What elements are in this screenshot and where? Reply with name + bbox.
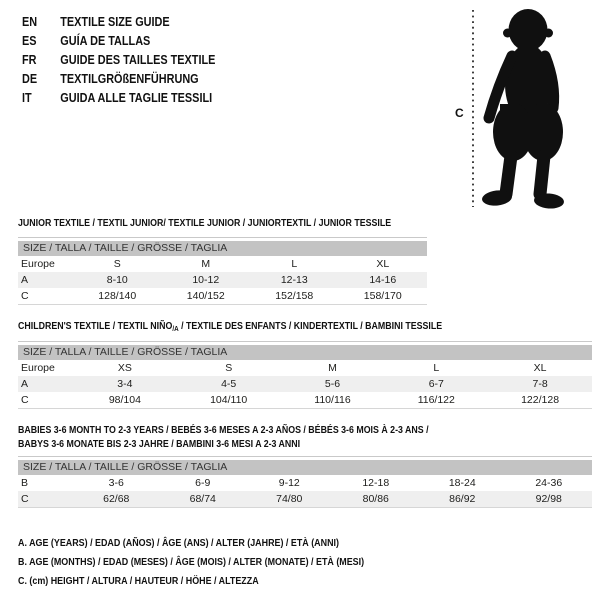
row-label: A bbox=[21, 274, 29, 286]
height-label-c: C bbox=[455, 106, 464, 120]
language-row bbox=[22, 51, 215, 70]
size-cell: 158/170 bbox=[363, 290, 402, 302]
footnote-height: C. (cm) HEIGHT / ALTURA / HAUTEUR / HÖHE / ALTEZZA bbox=[18, 575, 259, 587]
baby-silhouette-icon bbox=[481, 9, 564, 210]
language-row bbox=[22, 13, 215, 32]
size-cell: 68/74 bbox=[189, 493, 216, 505]
size-header: SIZE / TALLA / TAILLE / GRÖSSE / TAGLIA bbox=[18, 345, 592, 360]
size-cell: 14-16 bbox=[369, 274, 397, 286]
language-code: FR bbox=[22, 53, 37, 67]
size-cell: 4-5 bbox=[221, 378, 237, 390]
size-cell: 9-12 bbox=[278, 477, 300, 489]
table-row bbox=[18, 256, 427, 272]
size-cell: S bbox=[113, 258, 121, 270]
children-title-post: / TEXTILE DES ENFANTS / KINDERTEXTIL / BAMBINI TESSILE bbox=[178, 320, 443, 332]
size-cell: 12-18 bbox=[362, 477, 390, 489]
size-cell: 92/98 bbox=[535, 493, 562, 505]
language-row bbox=[22, 70, 215, 89]
row-label: C bbox=[21, 493, 29, 505]
babies-title-line-2: BABYS 3-6 MONATE BIS 2-3 JAHRE / BAMBINI 3-6 MESI A 2-3 ANNI bbox=[18, 438, 301, 450]
row-label: C bbox=[21, 394, 29, 406]
row-label: B bbox=[21, 477, 29, 489]
size-cell: 98/104 bbox=[108, 394, 141, 406]
table-row bbox=[18, 376, 592, 392]
size-cell: 18-24 bbox=[448, 477, 476, 489]
size-cell: 128/140 bbox=[98, 290, 137, 302]
language-row bbox=[22, 89, 215, 108]
language-list bbox=[22, 13, 244, 108]
size-cell: 80/86 bbox=[362, 493, 389, 505]
language-label: GUÍA DE TALLAS bbox=[60, 34, 151, 48]
table-row bbox=[18, 360, 592, 376]
row-label: Europe bbox=[21, 362, 55, 374]
size-cell: 140/152 bbox=[186, 290, 225, 302]
table-top-divider bbox=[18, 456, 592, 457]
size-cell: 5-6 bbox=[324, 378, 341, 390]
size-cell: 86/92 bbox=[449, 493, 476, 505]
language-label: TEXTILGRÖßENFÜHRUNG bbox=[60, 72, 199, 86]
table-bottom-divider bbox=[18, 304, 427, 305]
size-cell: 122/128 bbox=[521, 394, 560, 406]
size-cell: L bbox=[433, 362, 440, 374]
size-cell: 12-13 bbox=[280, 274, 308, 286]
footnote-age-months: B. AGE (MONTHS) / EDAD (MESES) / ÂGE (MOIS) / ALTER (MONATE) / ETÀ (MESI) bbox=[18, 556, 365, 568]
language-label: TEXTILE SIZE GUIDE bbox=[60, 15, 170, 29]
size-cell: 8-10 bbox=[106, 274, 128, 286]
size-cell: S bbox=[225, 362, 233, 374]
table-row bbox=[18, 491, 592, 507]
language-code: EN bbox=[22, 15, 38, 29]
size-cell: 3-4 bbox=[117, 378, 133, 390]
size-cell: M bbox=[201, 258, 211, 270]
size-header: SIZE / TALLA / TAILLE / GRÖSSE / TAGLIA bbox=[18, 460, 592, 475]
language-code: ES bbox=[22, 34, 37, 48]
size-cell: 116/122 bbox=[417, 394, 455, 406]
children-title-pre: CHILDREN'S TEXTILE / TEXTIL NIÑO bbox=[18, 320, 173, 332]
babies-title-line-1: BABIES 3-6 MONTH TO 2-3 YEARS / BEBÉS 3-6 MESES A 2-3 AÑOS / BÉBÉS 3-6 MOIS À 2-3 ANS / bbox=[18, 424, 429, 436]
section-title-babies bbox=[18, 423, 429, 451]
table-row bbox=[18, 475, 592, 491]
size-cell: 7-8 bbox=[532, 378, 548, 390]
size-cell: 62/68 bbox=[103, 493, 130, 505]
size-table-junior bbox=[18, 237, 427, 305]
section-title-junior: JUNIOR TEXTILE / TEXTIL JUNIOR/ TEXTILE JUNIOR / JUNIORTEXTIL / JUNIOR TESSILE bbox=[18, 217, 392, 229]
row-label: A bbox=[21, 378, 29, 390]
table-row bbox=[18, 272, 427, 288]
language-row bbox=[22, 32, 215, 51]
size-cell: 110/116 bbox=[314, 394, 351, 406]
language-label: GUIDA ALLE TAGLIE TESSILI bbox=[60, 91, 213, 105]
section-title-children bbox=[18, 320, 442, 335]
size-table-babies bbox=[18, 456, 592, 508]
language-code: DE bbox=[22, 72, 38, 86]
size-cell: 6-7 bbox=[428, 378, 444, 390]
footnotes bbox=[18, 534, 425, 591]
size-cell: 6-9 bbox=[195, 477, 211, 489]
children-title-subscript: /A bbox=[172, 324, 179, 333]
size-cell: 152/158 bbox=[275, 290, 314, 302]
size-cell: L bbox=[291, 258, 298, 270]
table-row bbox=[18, 288, 427, 304]
size-cell: 74/80 bbox=[276, 493, 303, 505]
table-top-divider bbox=[18, 237, 427, 238]
size-cell: XS bbox=[117, 362, 132, 374]
size-cell: XL bbox=[533, 362, 547, 374]
size-cell: 3-6 bbox=[108, 477, 124, 489]
size-table-children bbox=[18, 341, 592, 409]
row-label: Europe bbox=[21, 258, 55, 270]
baby-figure bbox=[450, 4, 595, 214]
size-header: SIZE / TALLA / TAILLE / GRÖSSE / TAGLIA bbox=[18, 241, 427, 256]
footnote-age-years: A. AGE (YEARS) / EDAD (AÑOS) / ÂGE (ANS) / ALTER (JAHRE) / ETÀ (ANNI) bbox=[18, 537, 339, 549]
size-cell: 104/110 bbox=[210, 394, 248, 406]
size-cell: XL bbox=[376, 258, 390, 270]
size-cell: 24-36 bbox=[535, 477, 563, 489]
table-top-divider bbox=[18, 341, 592, 342]
table-row bbox=[18, 392, 592, 408]
size-cell: M bbox=[328, 362, 337, 374]
table-bottom-divider bbox=[18, 507, 592, 508]
table-bottom-divider bbox=[18, 408, 592, 409]
language-label: GUIDE DES TAILLES TEXTILE bbox=[60, 53, 216, 67]
language-code: IT bbox=[22, 91, 32, 105]
row-label: C bbox=[21, 290, 29, 302]
size-cell: 10-12 bbox=[192, 274, 220, 286]
